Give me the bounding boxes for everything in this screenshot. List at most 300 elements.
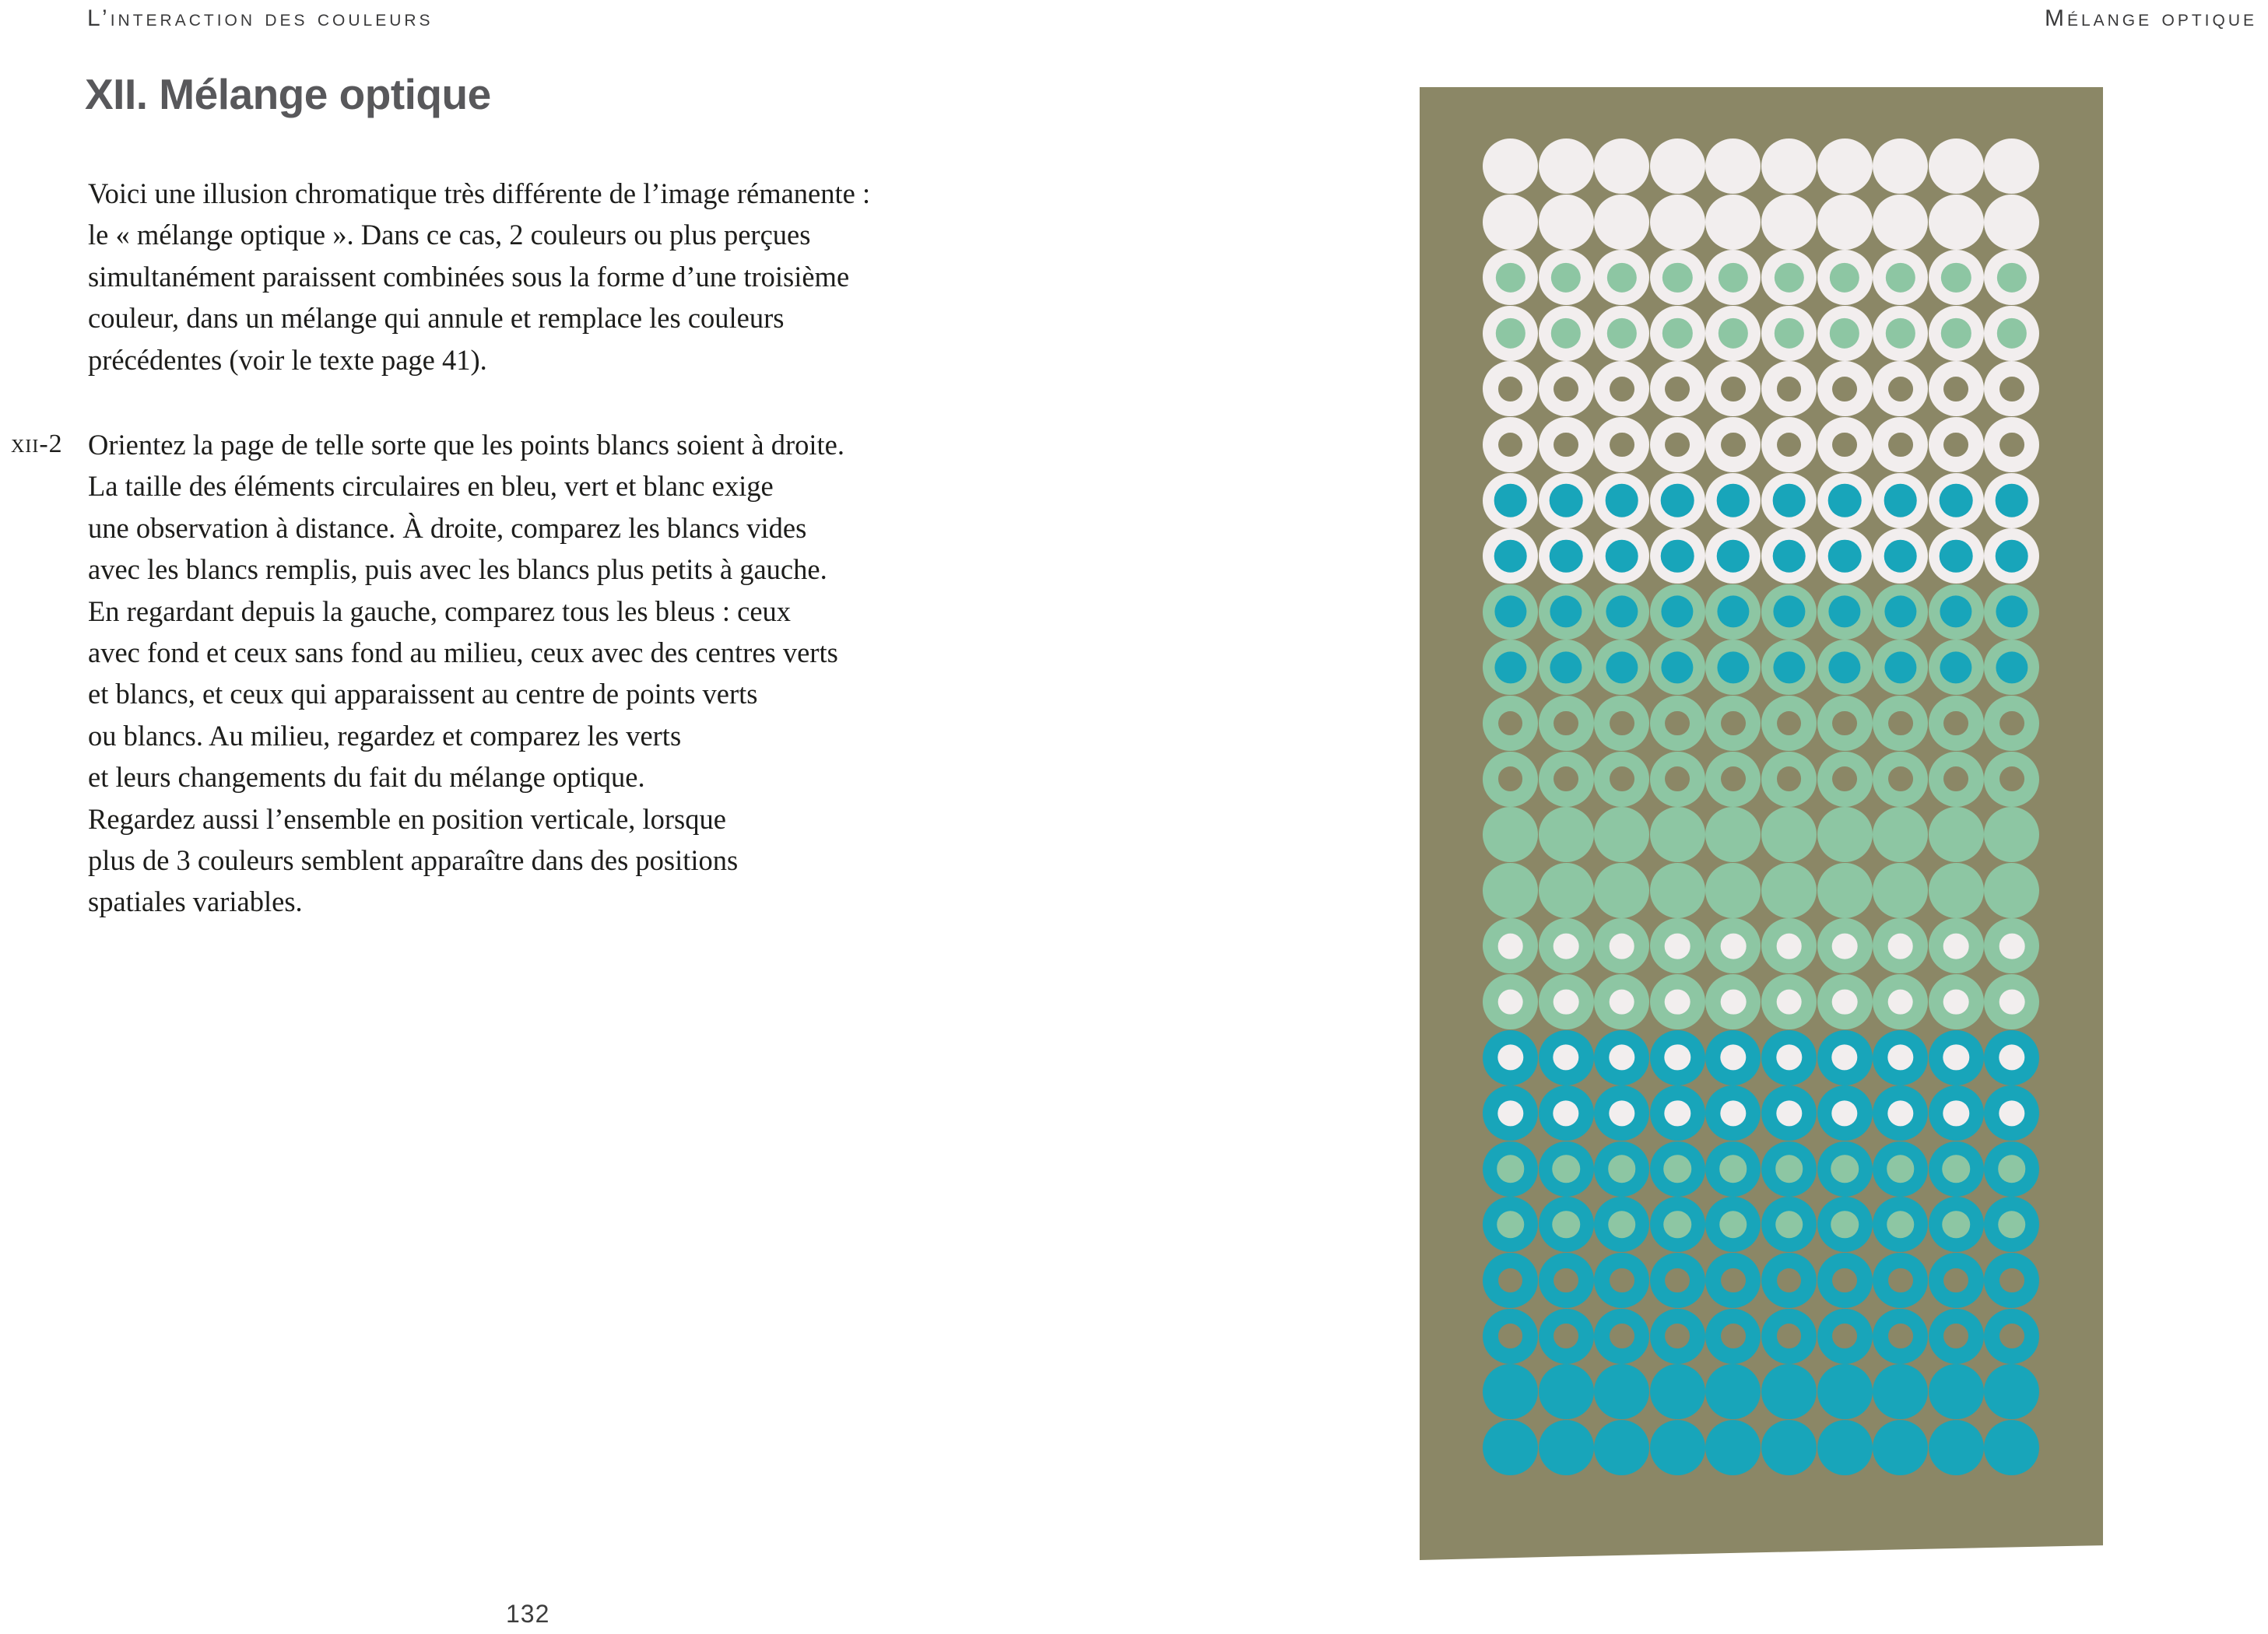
dot-center — [1717, 539, 1750, 573]
dot-center — [1998, 1155, 2026, 1183]
dot-center — [1999, 934, 2025, 959]
dot — [1594, 584, 1649, 640]
dot-center — [1943, 377, 1968, 401]
dot-center — [1605, 484, 1638, 517]
dot-center — [1887, 934, 1913, 959]
dot — [1650, 361, 1705, 416]
dot-center — [1497, 1100, 1523, 1126]
dot-center — [1606, 651, 1638, 683]
dot — [1705, 195, 1761, 250]
dot — [1483, 1309, 1538, 1364]
dot-center — [1777, 1268, 1802, 1293]
dot — [1594, 1420, 1649, 1475]
dot — [1539, 1030, 1594, 1085]
dot — [1873, 807, 1928, 862]
dot — [1984, 752, 2039, 807]
dot — [1705, 807, 1761, 862]
dot — [1984, 361, 2039, 416]
dot — [1650, 1309, 1705, 1364]
dot-center — [1665, 766, 1690, 791]
dot — [1929, 473, 1984, 528]
dot — [1873, 1420, 1928, 1475]
dot — [1761, 473, 1817, 528]
dot — [1817, 1141, 1873, 1197]
dot-center — [1608, 1211, 1636, 1239]
dot-center — [1830, 263, 1859, 293]
dot — [1705, 1253, 1761, 1308]
dot-center — [1832, 377, 1857, 401]
text-line: précédentes (voir le texte page 41). — [88, 343, 487, 376]
dot — [1984, 1197, 2039, 1252]
dot-center — [1773, 596, 1805, 628]
dot-center — [1831, 1211, 1859, 1239]
dot-center — [1943, 989, 1969, 1015]
dot-center — [1554, 433, 1578, 458]
text-line: En regardant depuis la gauche, comparez tous les bleus : ceux — [88, 594, 792, 627]
dot — [1761, 306, 1817, 361]
dot — [1705, 1030, 1761, 1085]
dot — [1761, 195, 1817, 250]
dot — [1483, 584, 1538, 640]
dot-center — [1494, 596, 1526, 628]
dot — [1873, 195, 1928, 250]
dot — [1483, 752, 1538, 807]
dot — [1873, 1309, 1928, 1364]
intro-paragraph — [88, 173, 870, 380]
dot-center — [1721, 989, 1747, 1015]
dot — [1650, 584, 1705, 640]
dot — [1929, 250, 1984, 305]
dot-center — [1940, 651, 1972, 683]
text-line: La taille des éléments circulaires en bleu, vert et blanc exige — [88, 470, 774, 503]
dot-center — [1776, 989, 1802, 1015]
dot — [1705, 361, 1761, 416]
dot-center — [1888, 766, 1913, 791]
dot-center — [1721, 934, 1747, 959]
dot — [1483, 1030, 1538, 1085]
dot — [1594, 640, 1649, 695]
dot — [1483, 807, 1538, 862]
dot-center — [1829, 651, 1861, 683]
dot — [1984, 1309, 2039, 1364]
dot — [1984, 528, 2039, 584]
dot — [1929, 139, 1984, 194]
dot — [1873, 696, 1928, 751]
dot — [1539, 974, 1594, 1029]
dot — [1984, 195, 2039, 250]
dot-center — [1832, 433, 1857, 458]
dot — [1761, 1141, 1817, 1197]
dot — [1539, 361, 1594, 416]
dot — [1873, 584, 1928, 640]
dot-center — [1551, 263, 1581, 293]
dot — [1594, 306, 1649, 361]
dot-center — [1497, 1211, 1525, 1239]
dot — [1483, 1141, 1538, 1197]
dot — [1483, 361, 1538, 416]
dot — [1817, 1253, 1873, 1308]
dot-center — [1888, 377, 1913, 401]
dot — [1650, 1141, 1705, 1197]
instruction-paragraph — [88, 424, 844, 923]
dot — [1705, 584, 1761, 640]
dot — [1483, 250, 1538, 305]
dot — [1594, 195, 1649, 250]
dot — [1929, 1085, 1984, 1141]
dot-center — [1498, 1268, 1523, 1293]
dot — [1929, 361, 1984, 416]
dot-center — [1664, 1211, 1692, 1239]
dot-center — [1997, 318, 2027, 348]
dot — [1650, 1085, 1705, 1141]
dot-center — [1829, 596, 1861, 628]
dot — [1817, 640, 1873, 695]
dot-center — [1665, 377, 1690, 401]
dot-center — [1940, 484, 1973, 517]
dot-center — [1776, 1100, 1802, 1126]
dot — [1817, 1420, 1873, 1475]
dot — [1539, 417, 1594, 472]
dot — [1594, 1085, 1649, 1141]
dot — [1483, 528, 1538, 584]
dot — [1650, 863, 1705, 918]
dot-center — [1719, 318, 1748, 348]
dot-center — [1497, 934, 1523, 959]
text-line: une observation à distance. À droite, comparez les blancs vides — [88, 511, 807, 544]
dot-center — [1609, 989, 1634, 1015]
dot-center — [1997, 263, 2027, 293]
dot — [1483, 640, 1538, 695]
dot — [1483, 1085, 1538, 1141]
dot — [1705, 752, 1761, 807]
dot — [1873, 473, 1928, 528]
dot — [1873, 1085, 1928, 1141]
dot — [1873, 863, 1928, 918]
dot — [1929, 1030, 1984, 1085]
dot — [1761, 1030, 1817, 1085]
dot — [1705, 306, 1761, 361]
dot-center — [1943, 1044, 1969, 1070]
dot — [1817, 250, 1873, 305]
dot-center — [1717, 651, 1749, 683]
dot-center — [1554, 1324, 1578, 1348]
dot-center — [1830, 318, 1859, 348]
dot — [1650, 1030, 1705, 1085]
dot — [1929, 1309, 1984, 1364]
dot — [1539, 1085, 1594, 1141]
dot-center — [1665, 989, 1690, 1015]
dot-center — [1607, 263, 1637, 293]
dot-center — [1777, 433, 1802, 458]
dot-center — [1550, 651, 1582, 683]
dot — [1594, 473, 1649, 528]
dot-center — [1943, 934, 1969, 959]
text-line: avec les blancs remplis, puis avec les blancs plus petits à gauche. — [88, 553, 827, 586]
dot-center — [1717, 596, 1749, 628]
dot — [1539, 863, 1594, 918]
dot — [1483, 974, 1538, 1029]
dot — [1705, 640, 1761, 695]
dot — [1650, 1420, 1705, 1475]
dot — [1873, 361, 1928, 416]
dot — [1873, 139, 1928, 194]
dot — [1929, 528, 1984, 584]
dot-center — [1610, 1324, 1634, 1348]
dot — [1705, 974, 1761, 1029]
dot-center — [1665, 934, 1690, 959]
dot — [1984, 807, 2039, 862]
dot — [1594, 974, 1649, 1029]
dot-center — [1721, 377, 1746, 401]
dot — [1817, 1085, 1873, 1141]
dot — [1817, 696, 1873, 751]
dot — [1483, 696, 1538, 751]
dot — [1984, 1085, 2039, 1141]
dot-center — [1609, 1100, 1634, 1126]
figure-ref-label: xii-2 — [11, 430, 63, 458]
dot-center — [1721, 433, 1746, 458]
dot — [1594, 1197, 1649, 1252]
text-line: le « mélange optique ». Dans ce cas, 2 couleurs ou plus perçues — [88, 219, 811, 251]
page-number: 132 — [506, 1600, 550, 1628]
dot — [1705, 139, 1761, 194]
dot-center — [1662, 651, 1694, 683]
dot — [1483, 1197, 1538, 1252]
dot — [1984, 1141, 2039, 1197]
dot-center — [1664, 1155, 1692, 1183]
dot-center — [1828, 539, 1862, 573]
dot — [1483, 306, 1538, 361]
dot — [1594, 417, 1649, 472]
dot-center — [1943, 1268, 1968, 1293]
dot — [1539, 139, 1594, 194]
dot-center — [1610, 1268, 1634, 1293]
dot-center — [1884, 596, 1916, 628]
dot — [1984, 306, 2039, 361]
dot — [1929, 696, 1984, 751]
dot — [1594, 752, 1649, 807]
dot-center — [1772, 484, 1806, 517]
dot-center — [1665, 1268, 1690, 1293]
dot — [1929, 1420, 1984, 1475]
dot — [1761, 1420, 1817, 1475]
dot-center — [1887, 1211, 1915, 1239]
dot-center — [1721, 1268, 1746, 1293]
dot-center — [1553, 1100, 1578, 1126]
dot — [1705, 1197, 1761, 1252]
dot — [1761, 528, 1817, 584]
dot — [1483, 863, 1538, 918]
dot — [1929, 306, 1984, 361]
dot — [1594, 1253, 1649, 1308]
dot-grid — [1420, 87, 2103, 1560]
dot — [1761, 807, 1817, 862]
dot — [1594, 918, 1649, 973]
dot-center — [1554, 377, 1578, 401]
dot-center — [1665, 711, 1690, 736]
dot — [1929, 1253, 1984, 1308]
dot-center — [1610, 766, 1634, 791]
dot-center — [1554, 766, 1578, 791]
dot — [1929, 640, 1984, 695]
dot-center — [1941, 318, 1971, 348]
dot-center — [1943, 711, 1968, 736]
dot-center — [1999, 1044, 2024, 1070]
dot — [1761, 139, 1817, 194]
dot-center — [1665, 1100, 1690, 1126]
dot-center — [1774, 318, 1803, 348]
dot — [1817, 417, 1873, 472]
dot-center — [1721, 711, 1746, 736]
dot — [1539, 584, 1594, 640]
dot — [1705, 1085, 1761, 1141]
dot — [1705, 1420, 1761, 1475]
dot — [1984, 473, 2039, 528]
dot-center — [1999, 711, 2024, 736]
dot-center — [1774, 263, 1803, 293]
dot — [1594, 250, 1649, 305]
dot — [1984, 1364, 2039, 1419]
dot — [1873, 918, 1928, 973]
dot-center — [1831, 1044, 1857, 1070]
dot — [1650, 974, 1705, 1029]
dot — [1873, 417, 1928, 472]
dot — [1650, 696, 1705, 751]
dot-center — [1999, 989, 2025, 1015]
dot-center — [1996, 651, 2028, 683]
dot-center — [1662, 596, 1694, 628]
dot-center — [1888, 433, 1913, 458]
dot-center — [1609, 1044, 1634, 1070]
dot-center — [1554, 934, 1579, 959]
dot-center — [1887, 989, 1913, 1015]
dot — [1761, 640, 1817, 695]
dot — [1705, 417, 1761, 472]
dot-center — [1719, 1155, 1747, 1183]
dot — [1539, 1420, 1594, 1475]
dot-center — [1776, 1044, 1802, 1070]
dot — [1539, 640, 1594, 695]
dot — [1650, 1364, 1705, 1419]
dot-center — [1610, 433, 1634, 458]
dot-center — [1828, 484, 1862, 517]
dot-center — [1497, 1155, 1525, 1183]
dot — [1761, 1364, 1817, 1419]
dot-center — [1550, 539, 1583, 573]
dot — [1817, 1364, 1873, 1419]
dot — [1817, 1309, 1873, 1364]
dot — [1705, 1309, 1761, 1364]
dot — [1539, 1253, 1594, 1308]
text-line: Voici une illusion chromatique très différente de l’image rémanente : — [88, 177, 871, 209]
dot-center — [1943, 1100, 1969, 1126]
dot — [1761, 250, 1817, 305]
dot — [1873, 250, 1928, 305]
dot-center — [1554, 711, 1578, 736]
dot — [1650, 918, 1705, 973]
dot-center — [1720, 1100, 1746, 1126]
dot-center — [1498, 711, 1523, 736]
dot — [1984, 640, 2039, 695]
dot — [1705, 696, 1761, 751]
dot-center — [1497, 989, 1523, 1015]
dot-center — [1495, 318, 1525, 348]
dot-center — [1832, 934, 1858, 959]
dot — [1539, 807, 1594, 862]
dot — [1483, 918, 1538, 973]
dot-center — [1721, 1324, 1746, 1348]
dot — [1650, 528, 1705, 584]
dot-center — [1996, 539, 2029, 573]
dot-center — [1498, 433, 1523, 458]
dot — [1594, 696, 1649, 751]
dot — [1873, 752, 1928, 807]
running-head-left: L’interaction des couleurs — [87, 5, 434, 31]
dot-center — [1494, 539, 1527, 573]
dot — [1817, 918, 1873, 973]
dot — [1761, 918, 1817, 973]
dot — [1817, 863, 1873, 918]
dot-center — [1940, 596, 1972, 628]
dot-center — [1886, 263, 1915, 293]
dot — [1873, 1141, 1928, 1197]
dot-center — [1888, 1324, 1913, 1348]
dot — [1539, 473, 1594, 528]
dot — [1650, 250, 1705, 305]
dot — [1929, 584, 1984, 640]
dot — [1817, 1197, 1873, 1252]
dot-center — [1996, 596, 2028, 628]
dot — [1873, 640, 1928, 695]
dot — [1873, 974, 1928, 1029]
dot — [1984, 974, 2039, 1029]
dot-center — [1665, 433, 1690, 458]
dot — [1705, 1364, 1761, 1419]
dot — [1650, 195, 1705, 250]
dot — [1650, 640, 1705, 695]
dot-center — [1831, 1155, 1859, 1183]
dot-center — [1777, 711, 1802, 736]
dot — [1594, 1309, 1649, 1364]
dot — [1984, 1030, 2039, 1085]
dot-center — [1551, 318, 1581, 348]
dot — [1761, 1253, 1817, 1308]
dot-center — [1661, 539, 1694, 573]
dot — [1929, 1364, 1984, 1419]
dot-center — [1999, 1100, 2024, 1126]
dot — [1761, 361, 1817, 416]
dot-center — [1552, 1155, 1580, 1183]
dot-center — [1888, 1268, 1913, 1293]
dot — [1761, 1309, 1817, 1364]
dot-center — [1665, 1044, 1690, 1070]
dot-center — [1772, 539, 1806, 573]
dot — [1539, 195, 1594, 250]
dot — [1929, 974, 1984, 1029]
dot — [1594, 1030, 1649, 1085]
dot-center — [1775, 1155, 1803, 1183]
dot — [1817, 1030, 1873, 1085]
dot-center — [1553, 1044, 1578, 1070]
dot — [1761, 1085, 1817, 1141]
text-line: simultanément paraissent combinées sous la forme d’une troisième — [88, 260, 850, 293]
dot-center — [1497, 1044, 1523, 1070]
dot — [1984, 696, 2039, 751]
dot-center — [1721, 766, 1746, 791]
dot — [1873, 1364, 1928, 1419]
dot-center — [1775, 1211, 1803, 1239]
dot — [1705, 528, 1761, 584]
